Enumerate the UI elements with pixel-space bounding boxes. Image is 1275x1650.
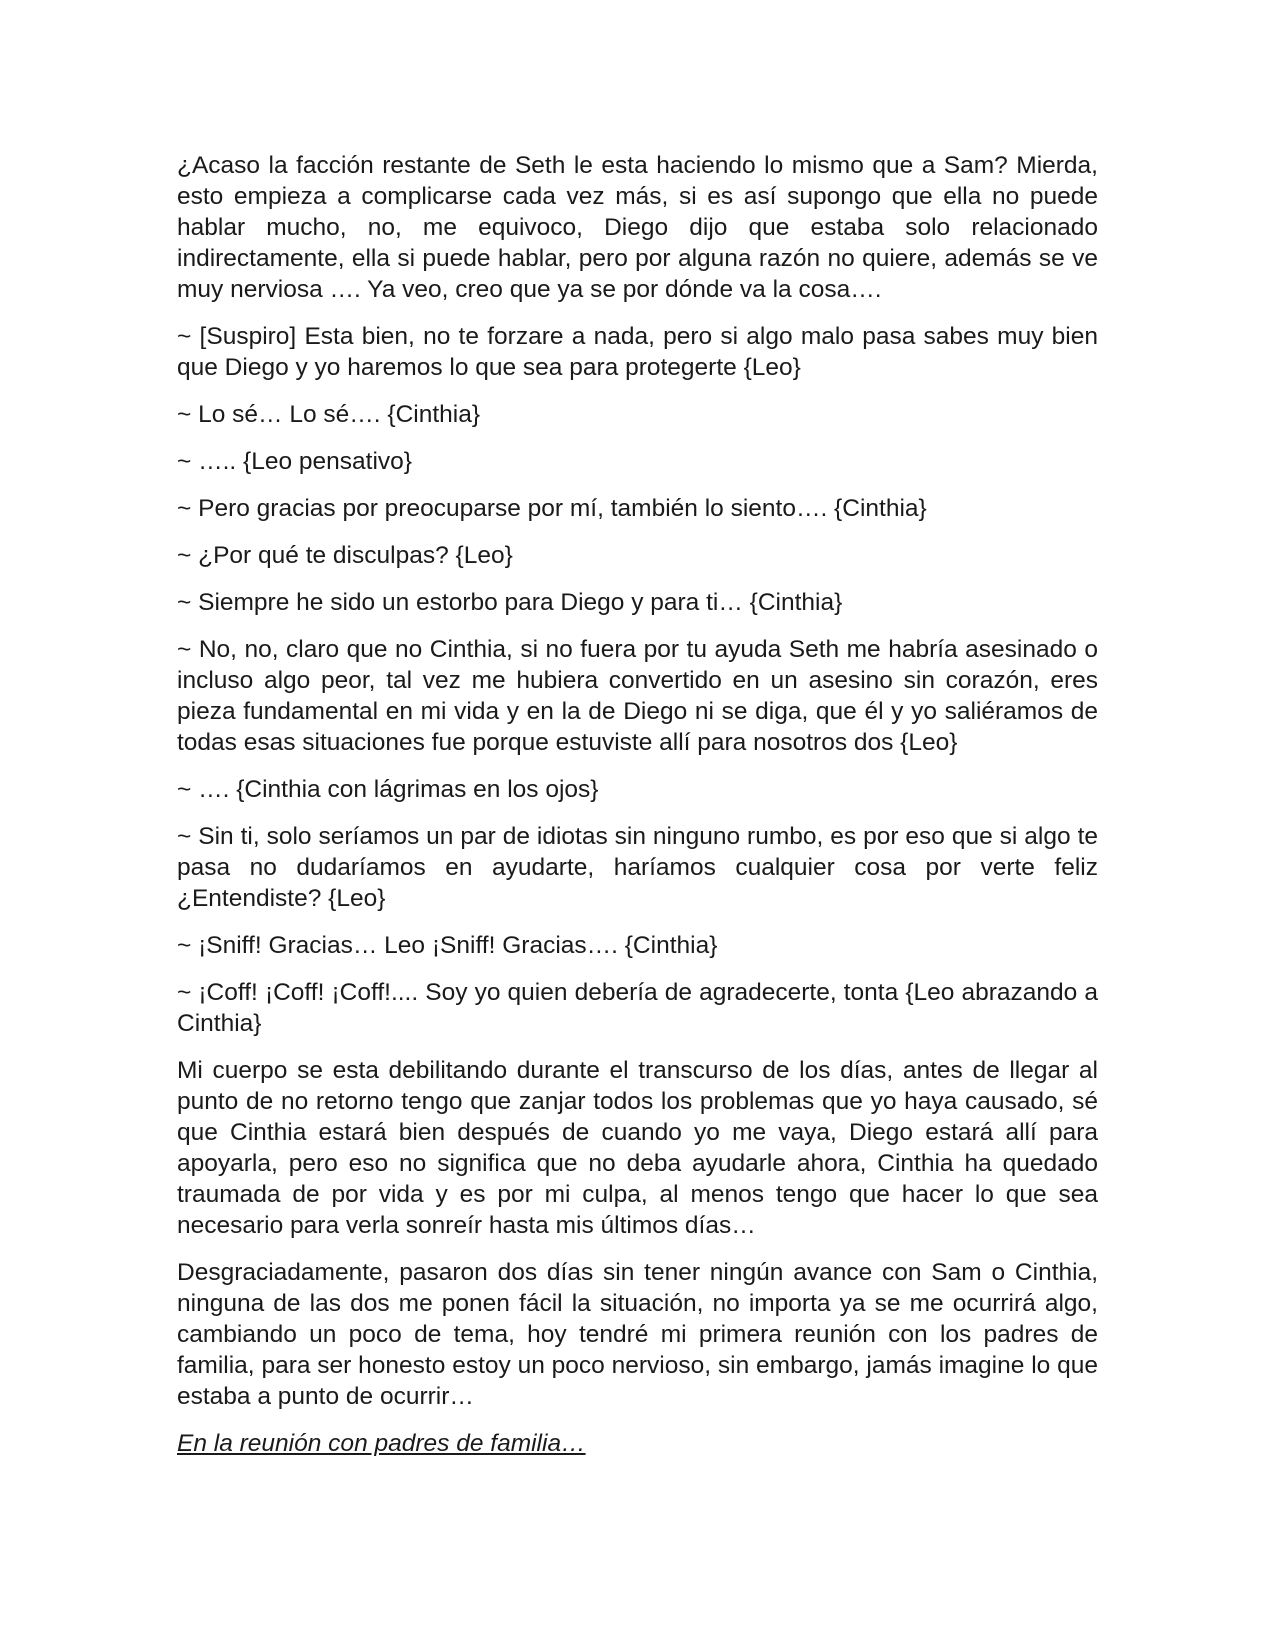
dialogue-line: ~ ¿Por qué te disculpas? {Leo} (177, 542, 513, 569)
section-heading: En la reunión con padres de familia… (177, 1430, 586, 1457)
dialogue-line: ~ [Suspiro] Esta bien, no te forzare a nada, pero si algo malo pasa sabes muy bien que Diego y yo haremos lo que sea para protegerte {Leo} (177, 323, 1098, 381)
narration-paragraph: ¿Acaso la facción restante de Seth le esta haciendo lo mismo que a Sam? Mierda, esto empieza a complicarse cada vez más, si es así supongo que ella no puede hablar mucho, no, me equivoco, Diego dijo que estaba solo relacionado indirectamente, ella si puede hablar, pero por alguna razón no quiere, además se ve muy nerviosa …. Ya veo, creo que ya se por dónde va la cosa…. (177, 152, 1098, 303)
dialogue-line: ~ Sin ti, solo seríamos un par de idiotas sin ninguno rumbo, es por eso que si algo te pasa no dudaríamos en ayudarte, haríamos cualquier cosa por verte feliz ¿Entendiste? {Leo} (177, 823, 1098, 912)
dialogue-line: ~ ¡Sniff! Gracias… Leo ¡Sniff! Gracias…. {Cinthia} (177, 932, 718, 959)
dialogue-line: ~ Pero gracias por preocuparse por mí, también lo siento…. {Cinthia} (177, 495, 927, 522)
dialogue-line: ~ Lo sé… Lo sé…. {Cinthia} (177, 401, 481, 428)
narration-paragraph: Desgraciadamente, pasaron dos días sin tener ningún avance con Sam o Cinthia, ninguna de las dos me ponen fácil la situación, no importa ya se me ocurrirá algo, cambiando un poco de tema, hoy tendré mi primera reunión con los padres de familia, para ser honesto estoy un poco nervioso, sin embargo, jamás imagine lo que estaba a punto de ocurrir… (177, 1259, 1098, 1410)
dialogue-line: ~ …. {Cinthia con lágrimas en los ojos} (177, 776, 599, 803)
dialogue-line: ~ Siempre he sido un estorbo para Diego y para ti… {Cinthia} (177, 589, 843, 616)
dialogue-line: ~ ….. {Leo pensativo} (177, 448, 412, 475)
narration-paragraph: Mi cuerpo se esta debilitando durante el transcurso de los días, antes de llegar al punto de no retorno tengo que zanjar todos los problemas que yo haya causado, sé que Cinthia estará bien después de cuando yo me vaya, Diego estará allí para apoyarla, pero eso no significa que no deba ayudarle ahora, Cinthia ha quedado traumada de por vida y es por mi culpa, al menos tengo que hacer lo que sea necesario para verla sonreír hasta mis últimos días… (177, 1057, 1098, 1239)
document-page (177, 150, 1098, 1475)
dialogue-line: ~ ¡Coff! ¡Coff! ¡Coff!.... Soy yo quien debería de agradecerte, tonta {Leo abrazando a Cinthia} (177, 979, 1098, 1037)
dialogue-line: ~ No, no, claro que no Cinthia, si no fuera por tu ayuda Seth me habría asesinado o incluso algo peor, tal vez me hubiera convertido en un asesino sin corazón, eres pieza fundamental en mi vida y en la de Diego ni se diga, que él y yo saliéramos de todas esas situaciones fue porque estuviste allí para nosotros dos {Leo} (177, 636, 1098, 756)
